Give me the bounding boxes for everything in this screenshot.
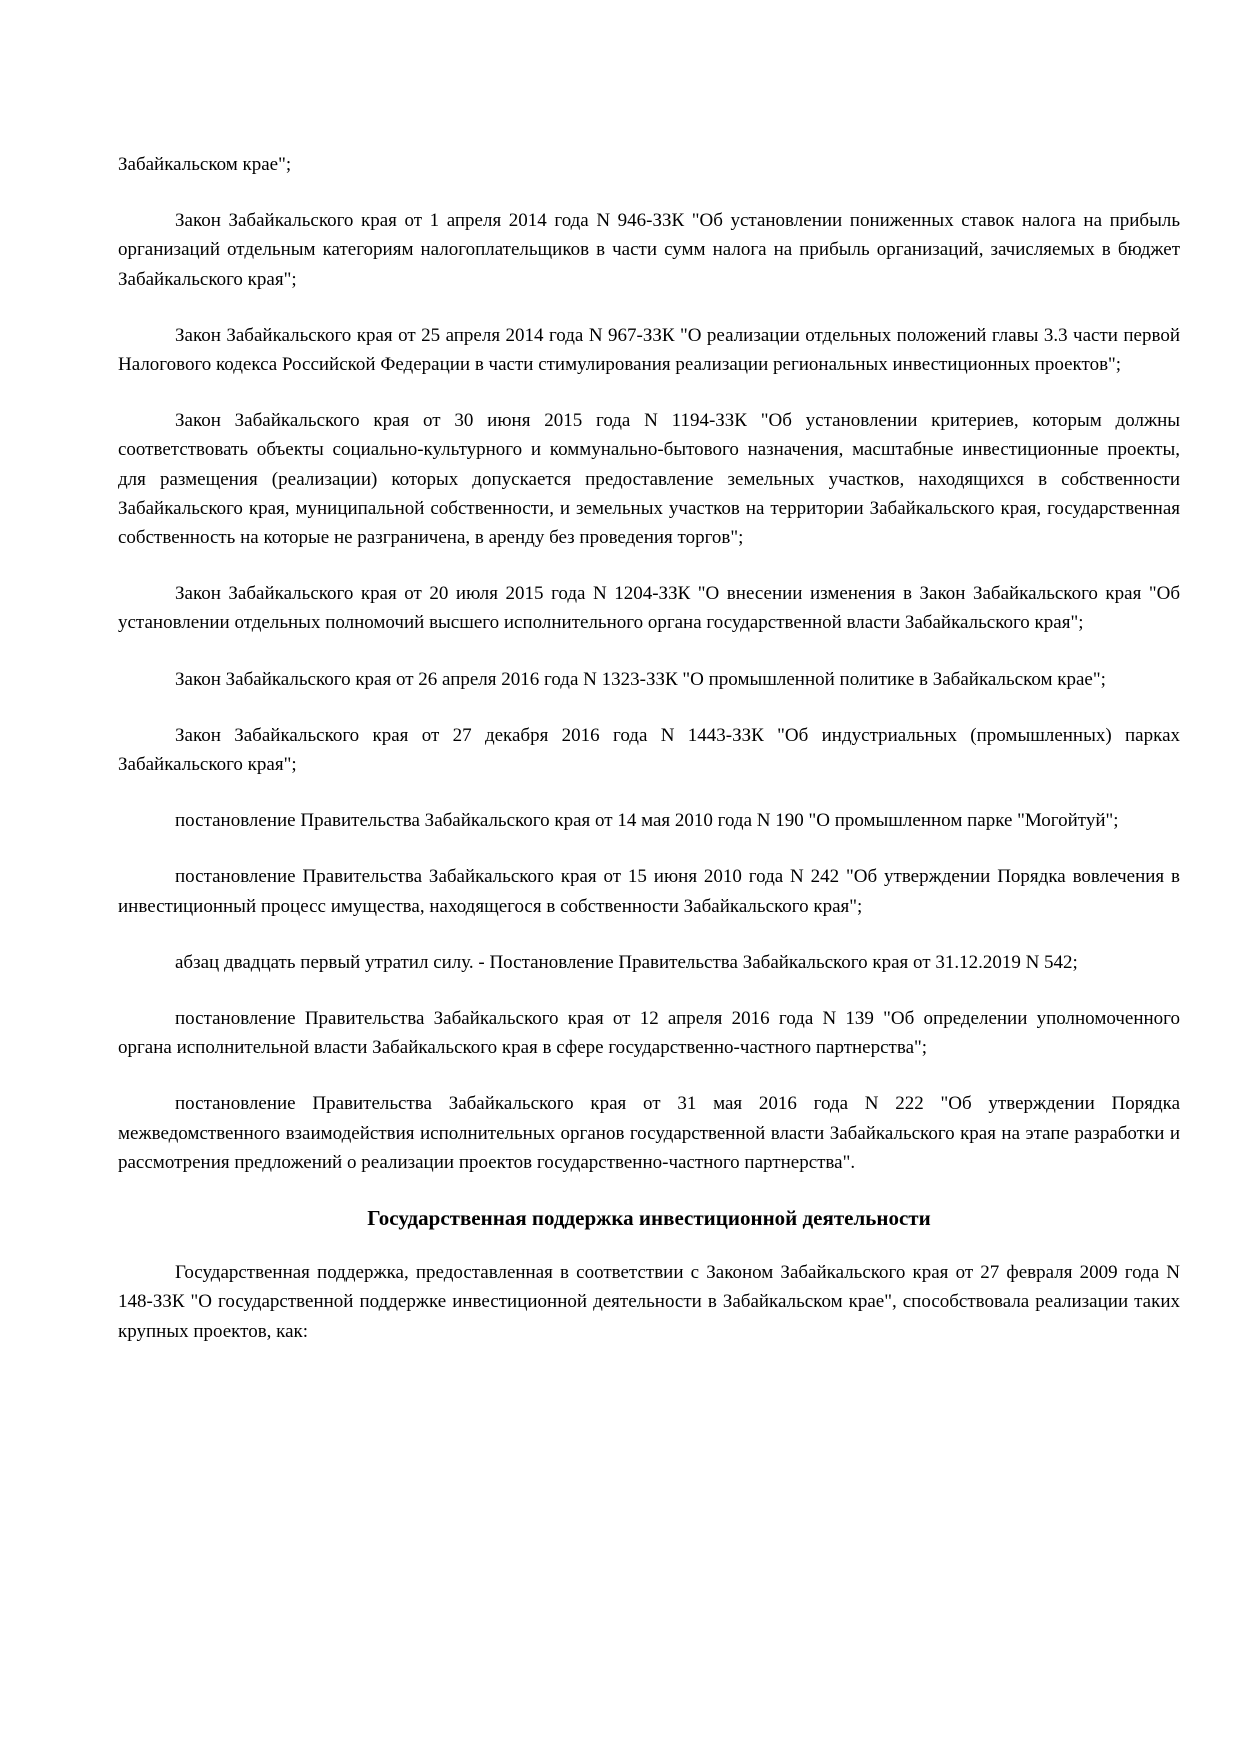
paragraph-resolution-222: постановление Правительства Забайкальского края от 31 мая 2016 года N 222 "Об утверждении Порядка межведомственного взаимодействия исполнительных органов государственной власти Забайкальского края на этапе разработки и рассмотрения предложений о реализации проектов государственно-частного партнерства". xyxy=(118,1093,1180,1173)
paragraph-law-1443: Закон Забайкальского края от 27 декабря 2016 года N 1443-ЗЗК "Об индустриальных (промышленных) парках Забайкальского края"; xyxy=(118,724,1180,776)
paragraph-state-support: Государственная поддержка, предоставленная в соответствии с Законом Забайкальского края от 27 февраля 2009 года N 148-ЗЗК "О государственной поддержке инвестиционной деятельности в Забайкальском крае", способствовала реализации таких крупных проектов, как: xyxy=(118,1262,1180,1342)
paragraph-law-1204: Закон Забайкальского края от 20 июля 2015 года N 1204-ЗЗК "О внесении изменения в Закон Забайкальского края "Об установлении отдельных полномочий высшего исполнительного органа государственной власти Забайкальского края"; xyxy=(118,583,1180,634)
paragraph-continuation: Забайкальском крае"; xyxy=(118,154,292,175)
paragraph-resolution-242: постановление Правительства Забайкальского края от 15 июня 2010 года N 242 "Об утверждении Порядка вовлечения в инвестиционный процесс имущества, находящегося в собственности Забайкальского края"; xyxy=(118,866,1180,917)
paragraph-repealed: абзац двадцать первый утратил силу. - Постановление Правительства Забайкальского края от 31.12.2019 N 542; xyxy=(175,951,1078,973)
paragraph-resolution-190: постановление Правительства Забайкальского края от 14 мая 2010 года N 190 "О промышленном парке "Могойтуй"; xyxy=(175,810,1119,832)
paragraph-resolution-139: постановление Правительства Забайкальского края от 12 апреля 2016 года N 139 "Об определении уполномоченного органа исполнительной власти Забайкальского края в сфере государственно-частного партнерства"; xyxy=(118,1008,1180,1059)
paragraph-law-946: Закон Забайкальского края от 1 апреля 2014 года N 946-ЗЗК "Об установлении пониженных ставок налога на прибыль организаций отдельным категориям налогоплательщиков в части сумм налога на прибыль организаций, зачисляемых в бюджет Забайкальского края"; xyxy=(118,210,1180,290)
paragraph-law-1323: Закон Забайкальского края от 26 апреля 2016 года N 1323-ЗЗК "О промышленной политике в Забайкальском крае"; xyxy=(175,668,1106,690)
paragraph-law-1194: Закон Забайкальского края от 30 июня 2015 года N 1194-ЗЗК "Об установлении критериев, которым должны соответствовать объекты социально-культурного и коммунально-бытового назначения, масштабные инвестиционные проекты, для размещения (реализации) которых допускается предоставление земельных участков, находящихся в собственности Забайкальского края, муниципальной собственности, и земельных участков на территории Забайкальского края, государственная собственность на которые не разграничена, в аренду без проведения торгов"; xyxy=(118,410,1180,549)
paragraph-law-967: Закон Забайкальского края от 25 апреля 2014 года N 967-ЗЗК "О реализации отдельных положений главы 3.3 части первой Налогового кодекса Российской Федерации в части стимулирования реализации региональных инвестиционных проектов"; xyxy=(118,324,1180,376)
section-heading: Государственная поддержка инвестиционной деятельности xyxy=(367,1206,931,1231)
document-page xyxy=(118,150,1180,1373)
